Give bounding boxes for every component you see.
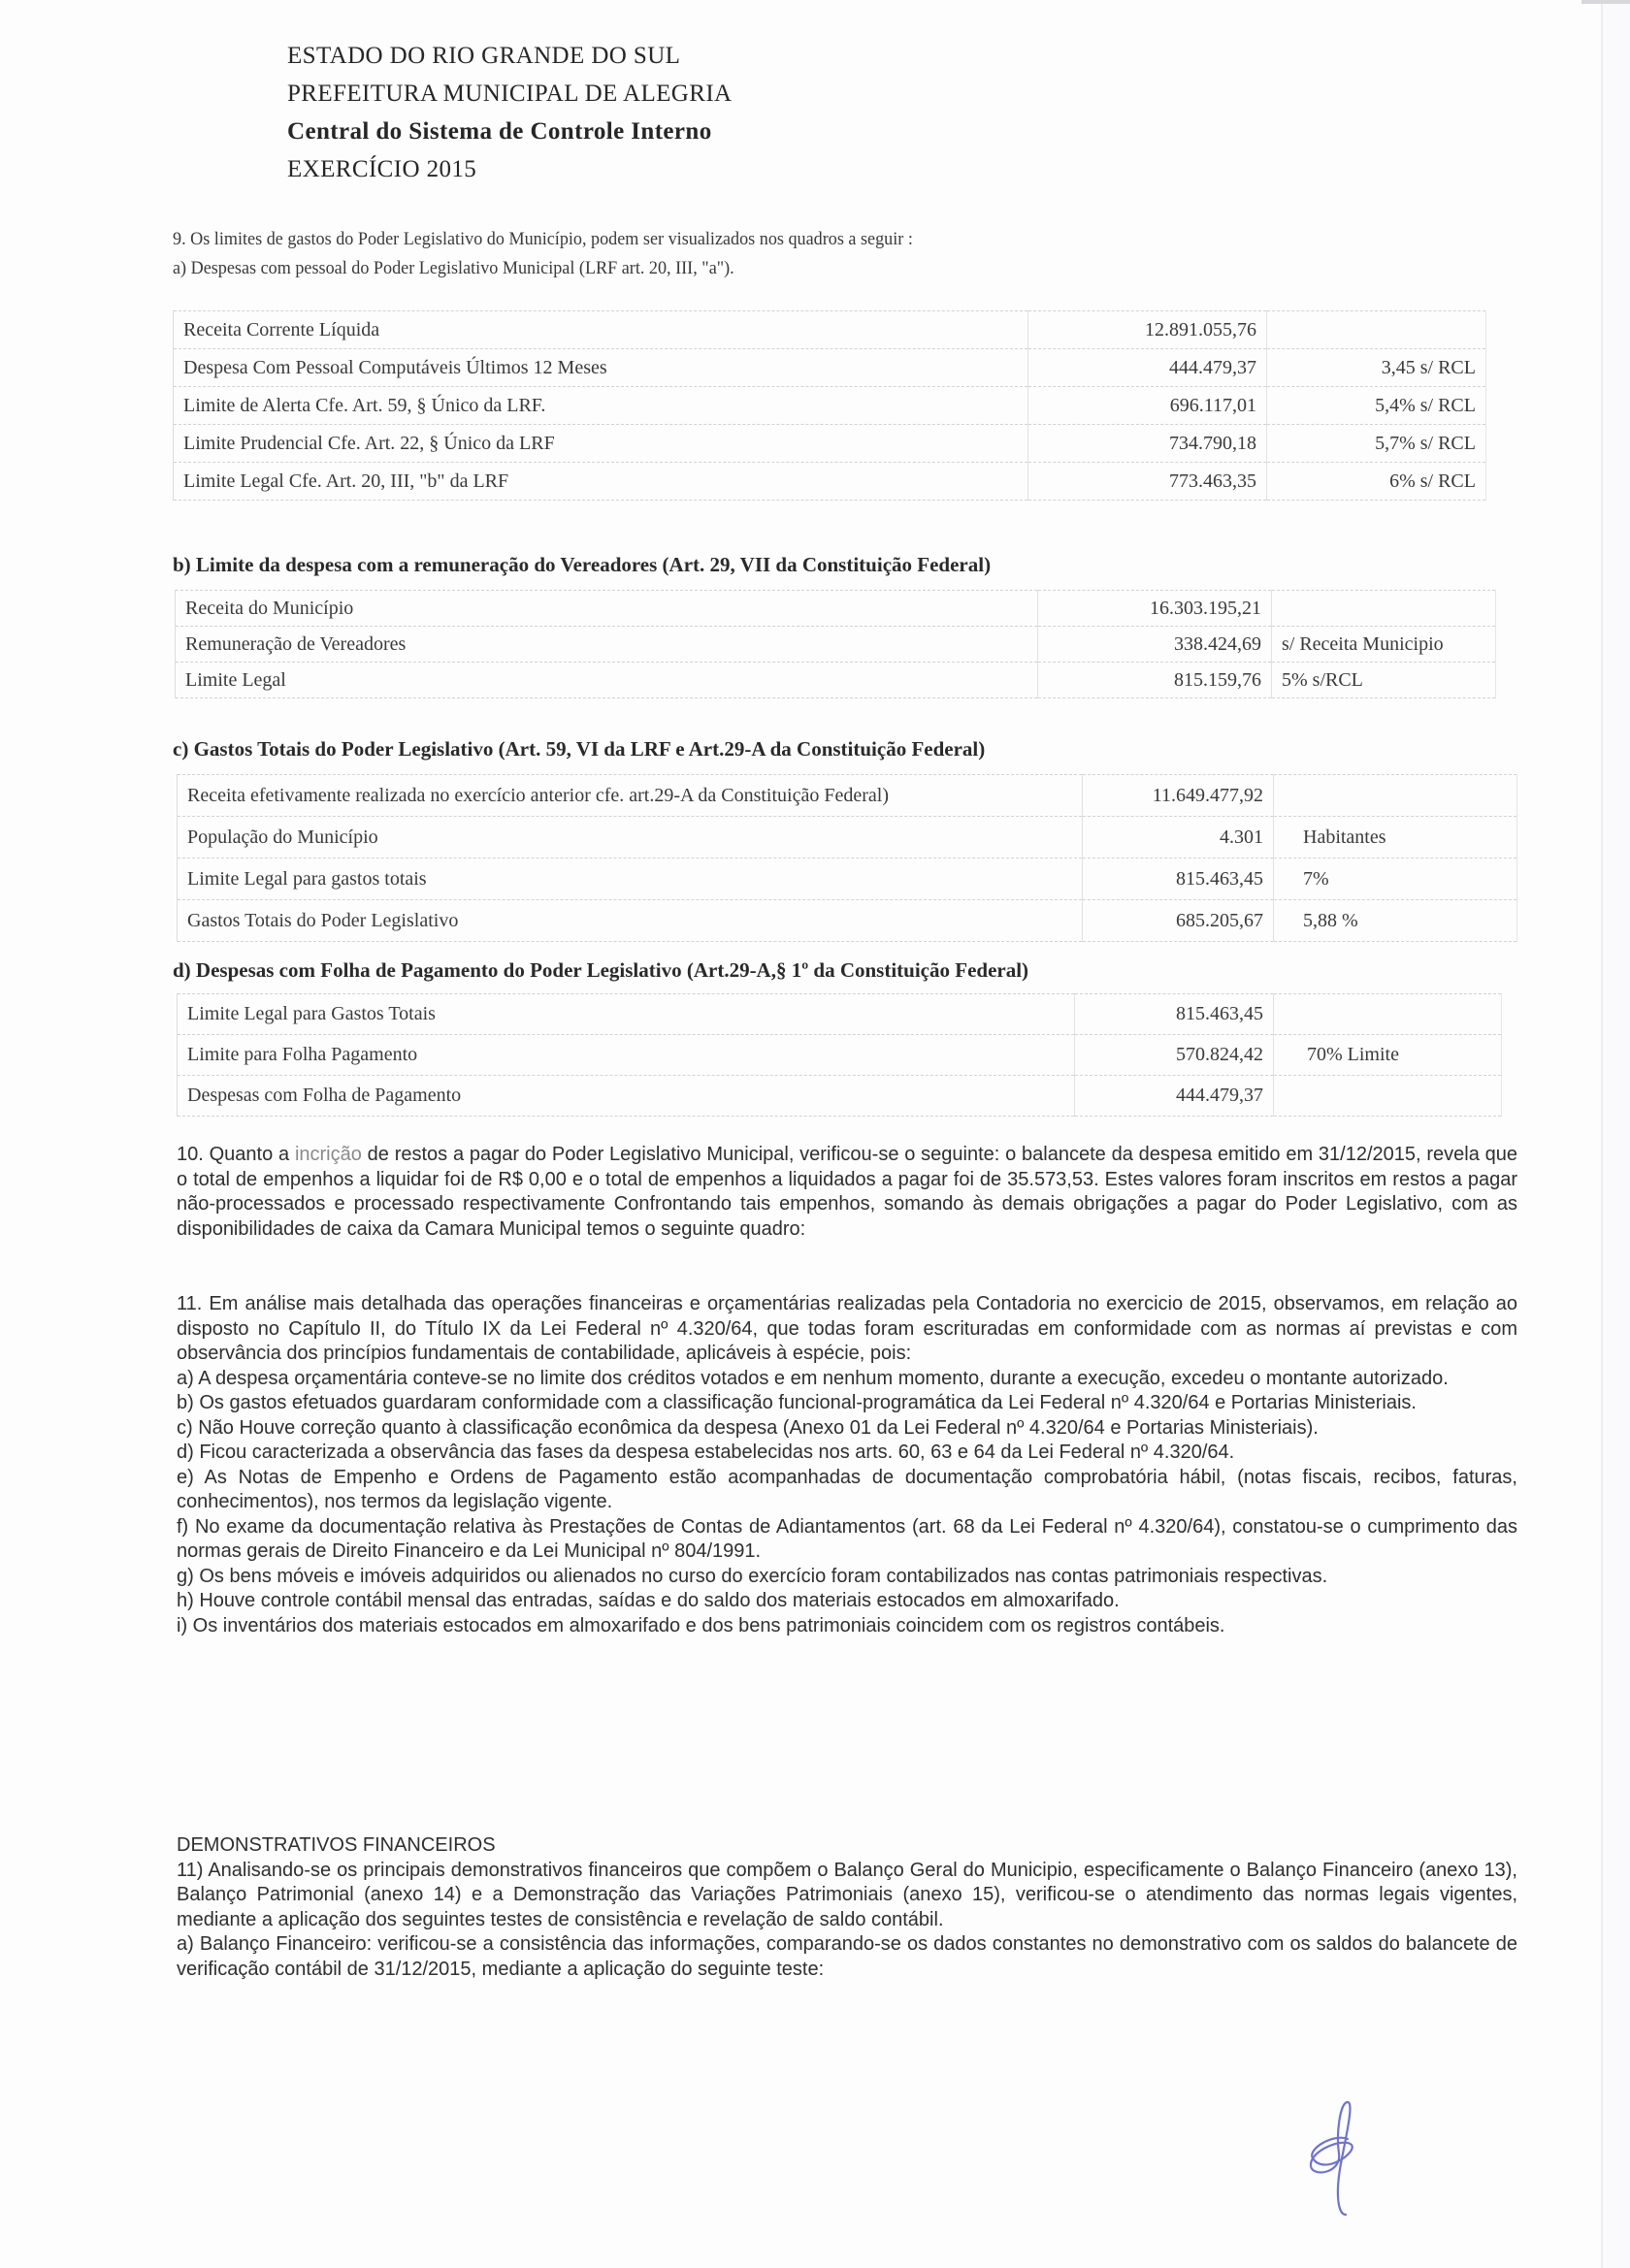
table-legislative-total-spending	[177, 774, 1517, 942]
signature-icon	[1305, 2100, 1383, 2217]
row-label: Limite para Folha Pagamento	[178, 1035, 1075, 1076]
financial-balance-paragraph: a) Balanço Financeiro: verificou-se a consistência das informações, comparando-se os dados constantes no demonstrativo com os saldos do balancete de verificação contábil de 31/12/2015, mediante a aplicação do seguinte teste:	[177, 1933, 1517, 1980]
row-label: Limite Legal para Gastos Totais	[178, 994, 1075, 1035]
row-value: 773.463,35	[1028, 463, 1267, 501]
row-value: 11.649.477,92	[1083, 775, 1274, 817]
row-note: 7%	[1274, 859, 1517, 900]
section-9a-subtitle: a) Despesas com pessoal do Poder Legislativo Municipal (LRF art. 20, III, "a").	[173, 259, 734, 278]
row-label: Despesa Com Pessoal Computáveis Últimos 12 Meses	[174, 349, 1028, 387]
table-row	[178, 994, 1502, 1035]
table-row	[178, 775, 1517, 817]
row-label: Despesas com Folha de Pagamento	[178, 1076, 1075, 1117]
table-row	[176, 627, 1496, 663]
section-11-item: a) A despesa orçamentária conteve-se no limite dos créditos votados e em nenhum momento, durante a execução, excedeu o montante autorizado.	[177, 1367, 1449, 1389]
section-9-intro	[173, 225, 913, 283]
row-label: Limite Legal	[176, 663, 1038, 698]
row-note	[1272, 591, 1496, 627]
section-11-item: c) Não Houve correção quanto à classificação econômica da despesa (Anexo 01 da Lei Federal nº 4.320/64 e Portarias Ministeriais).	[177, 1416, 1319, 1439]
section-c-title: c) Gastos Totais do Poder Legislativo (Art. 59, VI da LRF e Art.29-A da Constituição Federal)	[173, 737, 986, 761]
table-row	[178, 1035, 1502, 1076]
row-note	[1274, 1076, 1502, 1117]
header-department: Central do Sistema de Controle Interno	[287, 118, 712, 145]
section-10-faint-word: incrição	[294, 1144, 362, 1165]
section-11-item: f) No exame da documentação relativa às Prestações de Contas de Adiantamentos (art. 68 da Lei Federal nº 4.320/64), constatou-se o cumprimento das normas gerais de Direito Financeiro e da Lei Municipal nº 804/1991.	[177, 1515, 1517, 1562]
header-state: ESTADO DO RIO GRANDE DO SUL	[287, 43, 681, 69]
row-note: 70% Limite	[1274, 1035, 1502, 1076]
row-value: 12.891.055,76	[1028, 311, 1267, 349]
table-row	[178, 900, 1517, 942]
section-11-item: d) Ficou caracterizada a observância das fases da despesa estabelecidas nos arts. 60, 63 e 64 da Lei Federal nº 4.320/64.	[177, 1442, 1235, 1463]
section-11-paragraph	[177, 1292, 1517, 1638]
row-label: Remuneração de Vereadores	[176, 627, 1038, 663]
row-value: 444.479,37	[1028, 349, 1267, 387]
table-payroll-expenses	[177, 993, 1502, 1117]
row-note: s/ Receita Municipio	[1272, 627, 1496, 663]
row-note: 5,7% s/ RCL	[1267, 425, 1486, 463]
financial-statements-heading: DEMONSTRATIVOS FINANCEIROS	[177, 1834, 496, 1856]
section-10-text-start: 10. Quanto a	[177, 1144, 295, 1165]
scan-page-edge	[1601, 0, 1630, 2268]
row-note: 5,4% s/ RCL	[1267, 387, 1486, 425]
row-value: 338.424,69	[1038, 627, 1272, 663]
row-label: Limite de Alerta Cfe. Art. 59, § Único da LRF.	[174, 387, 1028, 425]
row-label: Receita do Município	[176, 591, 1038, 627]
scan-edge-mark	[1581, 0, 1630, 4]
section-11-item: i) Os inventários dos materiais estocados em almoxarifado e dos bens patrimoniais coincidem com os registros contábeis.	[177, 1614, 1225, 1636]
section-10-text	[177, 1143, 1517, 1242]
row-value: 734.790,18	[1028, 425, 1267, 463]
table-row	[176, 591, 1496, 627]
table-row	[174, 425, 1486, 463]
section-d-title: d) Despesas com Folha de Pagamento do Poder Legislativo (Art.29-A,§ 1º da Constituição Federal)	[173, 958, 1029, 982]
table-councillor-remuneration	[175, 590, 1496, 698]
table-row	[174, 463, 1486, 501]
table-row	[178, 817, 1517, 859]
table-personnel-expense	[173, 310, 1486, 501]
header-prefeitura: PREFEITURA MUNICIPAL DE ALEGRIA	[287, 81, 733, 107]
table-row	[178, 859, 1517, 900]
row-label: Gastos Totais do Poder Legislativo	[178, 900, 1083, 942]
row-label: Receita Corrente Líquida	[174, 311, 1028, 349]
row-note	[1267, 311, 1486, 349]
row-value: 444.479,37	[1075, 1076, 1274, 1117]
row-value: 815.463,45	[1083, 859, 1274, 900]
section-11-item: g) Os bens móveis e imóveis adquiridos ou alienados no curso do exercício foram contabilizados nas contas patrimoniais respectivas.	[177, 1565, 1328, 1587]
row-label: Receita efetivamente realizada no exercício anterior cfe. art.29-A da Constituição Federal)	[178, 775, 1083, 817]
row-value: 570.824,42	[1075, 1035, 1274, 1076]
financial-statements-section	[177, 1833, 1517, 1982]
header-exercise-year: EXERCÍCIO 2015	[287, 156, 477, 182]
row-note: 3,45 s/ RCL	[1267, 349, 1486, 387]
row-label: População do Município	[178, 817, 1083, 859]
row-label: Limite Prudencial Cfe. Art. 22, § Único da LRF	[174, 425, 1028, 463]
section-10-text-rest: de restos a pagar do Poder Legislativo Municipal, verificou-se o seguinte: o balancete da despesa emitido em 31/12/2015, revela que o total de empenhos a liquidar foi de R$ 0,00 e o total de empenhos a liquidados a pagar foi de 35.573,53. Estes valores foram inscritos em restos a pagar não-processados e processado respectivamente Confrontando tais empenhos, somando às demais obrigações a pagar do Poder Legislativo, com as disponibilidades de caixa da Camara Municipal temos o seguinte quadro:	[177, 1144, 1517, 1240]
row-value: 696.117,01	[1028, 387, 1267, 425]
table-row	[176, 663, 1496, 698]
table-row	[174, 349, 1486, 387]
row-note: 6% s/ RCL	[1267, 463, 1486, 501]
row-label: Limite Legal para gastos totais	[178, 859, 1083, 900]
row-value: 815.463,45	[1075, 994, 1274, 1035]
row-note: Habitantes	[1274, 817, 1517, 859]
document-header	[287, 37, 733, 188]
row-label: Limite Legal Cfe. Art. 20, III, "b" da LRF	[174, 463, 1028, 501]
signature-stroke	[1311, 2102, 1353, 2215]
row-note: 5,88 %	[1274, 900, 1517, 942]
row-value: 4.301	[1083, 817, 1274, 859]
section-11-intro: 11. Em análise mais detalhada das operações financeiras e orçamentárias realizadas pela Contadoria no exercicio de 2015, observamos, em relação ao disposto no Capítulo II, do Título IX da Lei Federal nº 4.320/64, que todas foram escrituradas em conformidade com as normas aí previstas e com observância dos princípios fundamentais de contabilidade, aplicáveis à espécie, pois:	[177, 1293, 1517, 1364]
section-9-text: 9. Os limites de gastos do Poder Legislativo do Município, podem ser visualizados nos quadros a seguir :	[173, 230, 913, 249]
section-11-item: e) As Notas de Empenho e Ordens de Pagamento estão acompanhadas de documentação comprobatória hábil, (notas fiscais, recibos, faturas, conhecimentos), nos termos da legislação vigente.	[177, 1466, 1517, 1512]
row-value: 685.205,67	[1083, 900, 1274, 942]
section-11-item: h) Houve controle contábil mensal das entradas, saídas e do saldo dos materiais estocados em almoxarifado.	[177, 1590, 1120, 1611]
section-b-title: b) Limite da despesa com a remuneração do Vereadores (Art. 29, VII da Constituição Federal)	[173, 553, 992, 576]
row-note: 5% s/RCL	[1272, 663, 1496, 698]
row-value: 16.303.195,21	[1038, 591, 1272, 627]
row-value: 815.159,76	[1038, 663, 1272, 698]
table-row	[174, 387, 1486, 425]
section-11-item: b) Os gastos efetuados guardaram conformidade com a classificação funcional-programática da Lei Federal nº 4.320/64 e Portarias Ministeriais.	[177, 1392, 1417, 1413]
table-row	[178, 1076, 1502, 1117]
row-note	[1274, 994, 1502, 1035]
table-row	[174, 311, 1486, 349]
row-note	[1274, 775, 1517, 817]
financial-statements-paragraph: 11) Analisando-se os principais demonstrativos financeiros que compõem o Balanço Geral do Municipio, especificamente o Balanço Financeiro (anexo 13), Balanço Patrimonial (anexo 14) e a Demonstração das Variações Patrimoniais (anexo 15), verificou-se o atendimento das normas legais vigentes, mediante a aplicação dos seguintes testes de consistência e revelação de saldo contábil.	[177, 1859, 1517, 1930]
section-10-paragraph	[177, 1143, 1517, 1242]
